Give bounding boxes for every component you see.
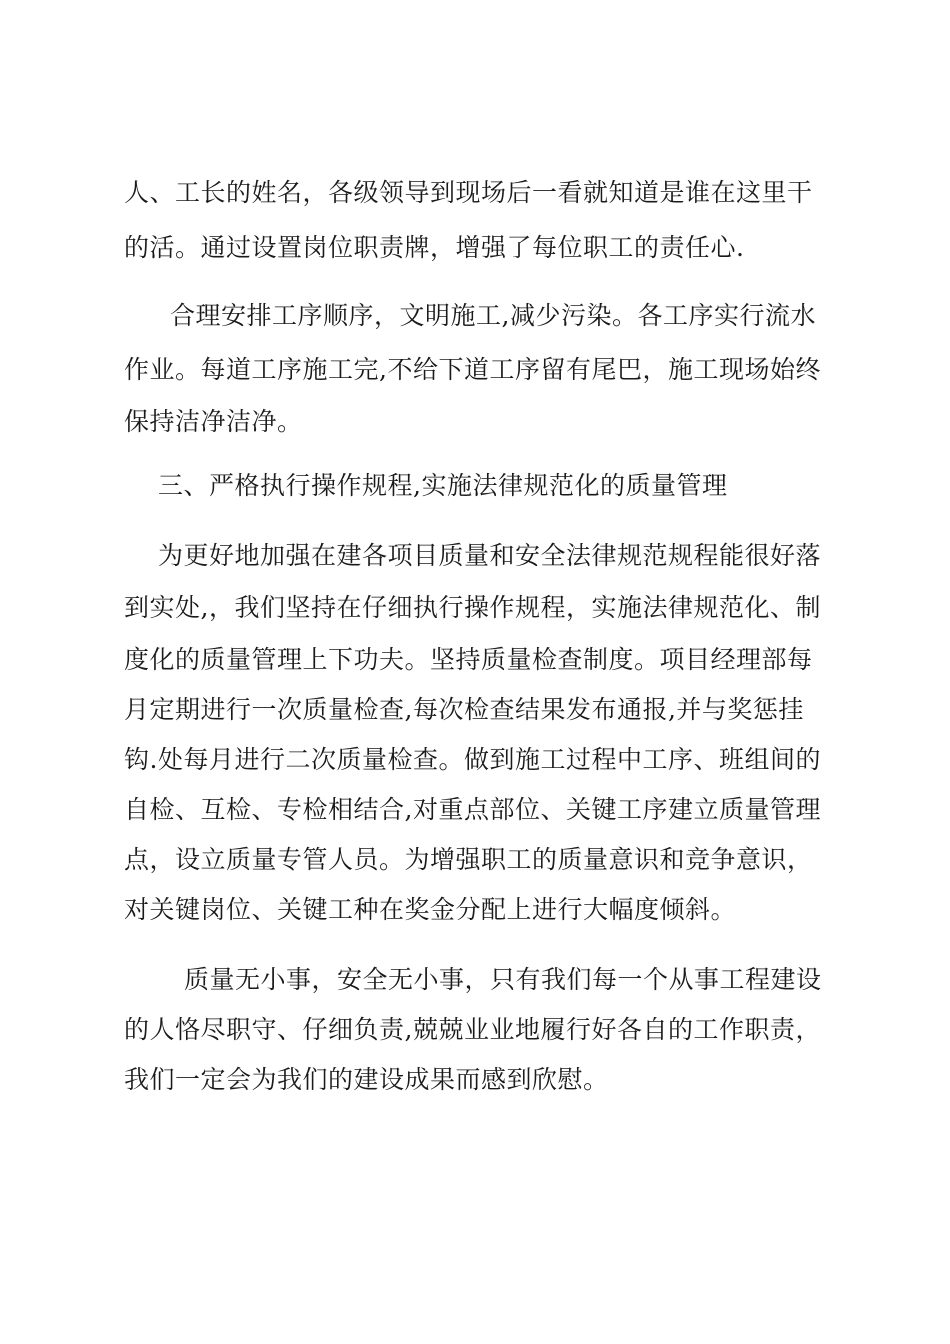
- paragraph-3-line-6: 自检、互检、专检相结合,对重点部位、关键工序建立质量管理: [124, 795, 821, 824]
- paragraph-3-line-5: 钩.处每月进行二次质量检查。做到施工过程中工序、班组间的: [124, 745, 821, 774]
- paragraph-2-line-2: 作业。每道工序施工完,不给下道工序留有尾巴，施工现场始终: [124, 355, 821, 384]
- paragraph-1-line-2: 的活。通过设置岗位职责牌，增强了每位职工的责任心.: [124, 233, 745, 262]
- paragraph-3-line-2: 到实处,，我们坚持在仔细执行操作规程，实施法律规范化、制: [124, 593, 821, 622]
- paragraph-3-line-8: 对关键岗位、关键工种在奖金分配上进行大幅度倾斜。: [124, 895, 737, 924]
- paragraph-4-line-1: 质量无小事，安全无小事，只有我们每一个从事工程建设: [184, 965, 822, 994]
- paragraph-4-line-3: 我们一定会为我们的建设成果而感到欣慰。: [124, 1065, 609, 1094]
- paragraph-3-line-4: 月定期进行一次质量检查,每次检查结果发布通报,并与奖惩挂: [124, 695, 804, 724]
- section-heading-3: 三、严格执行操作规程,实施法律规范化的质量管理: [158, 471, 728, 500]
- paragraph-3-line-3: 度化的质量管理上下功夫。坚持质量检查制度。项目经理部每: [124, 645, 813, 674]
- paragraph-1-line-1: 人、工长的姓名，各级领导到现场后一看就知道是谁在这里干: [124, 178, 813, 207]
- paragraph-2-line-1: 合理安排工序顺序，文明施工,减少污染。各工序实行流水: [170, 301, 816, 330]
- paragraph-4-line-2: 的人恪尽职守、仔细负责,兢兢业业地履行好各自的工作职责，: [124, 1015, 821, 1044]
- paragraph-3-line-7: 点，设立质量专管人员。为增强职工的质量意识和竞争意识，: [124, 845, 813, 874]
- paragraph-2-line-3: 保持洁净洁净。: [124, 407, 303, 436]
- paragraph-3-line-1: 为更好地加强在建各项目质量和安全法律规范规程能很好落: [158, 541, 822, 570]
